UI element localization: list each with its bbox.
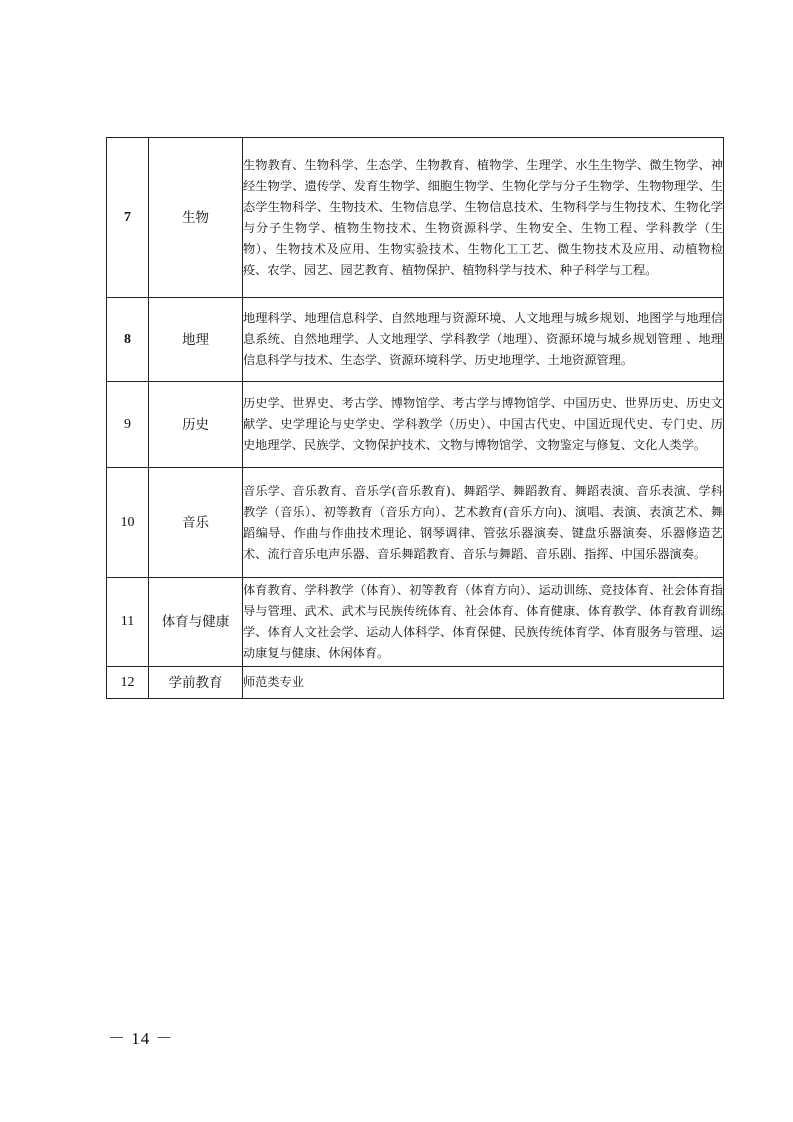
table-row [107,578,724,667]
subject-name: 体育与健康 [149,578,243,667]
subject-name: 地理 [149,298,243,382]
table-row [107,382,724,468]
row-number: 9 [107,382,149,468]
row-number: 12 [107,667,149,699]
subject-name: 音乐 [149,468,243,578]
row-number: 10 [107,468,149,578]
subject-name: 生物 [149,138,243,298]
table-row [107,298,724,382]
table-row [107,138,724,298]
majors-list: 音乐学、音乐教育、音乐学(音乐教育)、舞蹈学、舞蹈教育、舞蹈表演、音乐表演、学科教学（音乐）、初等教育（音乐方向）、艺术教育(音乐方向)、演唱、表演、表演艺术、舞蹈编导、作曲与作曲技术理论、钢琴调律、管弦乐器演奏、键盘乐器演奏、乐器修造艺术、流行音乐电声乐器、音乐舞蹈教育、音乐与舞蹈、音乐剧、指挥、中国乐器演奏。 [243,468,724,578]
majors-list: 师范类专业 [243,667,724,699]
subject-name: 学前教育 [149,667,243,699]
row-number: 11 [107,578,149,667]
page-number: － 14 － [108,1029,174,1048]
subject-majors-table [106,137,724,699]
table-row [107,667,724,699]
majors-list: 历史学、世界史、考古学、博物馆学、考古学与博物馆学、中国历史、世界历史、历史文献学、史学理论与史学史、学科教学（历史）、中国古代史、中国近现代史、专门史、历史地理学、民族学、文物保护技术、文物与博物馆学、文物鉴定与修复、文化人类学。 [243,382,724,468]
majors-list: 生物教育、生物科学、生态学、生物教育、植物学、生理学、水生生物学、微生物学、神经生物学、遗传学、发育生物学、细胞生物学、生物化学与分子生物学、生物物理学、生态学生物科学、生物技术、生物信息学、生物信息技术、生物科学与生物技术、生物化学与分子生物学、植物生物技术、生物资源科学、生物安全、生物工程、学科教学（生物）、生物技术及应用、生物实验技术、生物化工工艺、微生物技术及应用、动植物检疫、农学、园艺、园艺教育、植物保护、植物科学与技术、种子科学与工程。 [243,138,724,298]
table-row [107,468,724,578]
majors-list: 体育教育、学科教学（体育）、初等教育（体育方向）、运动训练、竞技体育、社会体育指导与管理、武术、武术与民族传统体育、社会体育、体育健康、体育教学、体育教育训练学、体育人文社会学、运动人体科学、体育保健、民族传统体育学、体育服务与管理、运动康复与健康、休闲体育。 [243,578,724,667]
row-number: 8 [107,298,149,382]
majors-list: 地理科学、地理信息科学、自然地理与资源环境、人文地理与城乡规划、地图学与地理信息系统、自然地理学、人文地理学、学科教学（地理）、资源环境与城乡规划管理 、地理信息科学与技术、生态学、资源环境科学、历史地理学、土地资源管理。 [243,298,724,382]
subject-name: 历史 [149,382,243,468]
row-number: 7 [107,138,149,298]
